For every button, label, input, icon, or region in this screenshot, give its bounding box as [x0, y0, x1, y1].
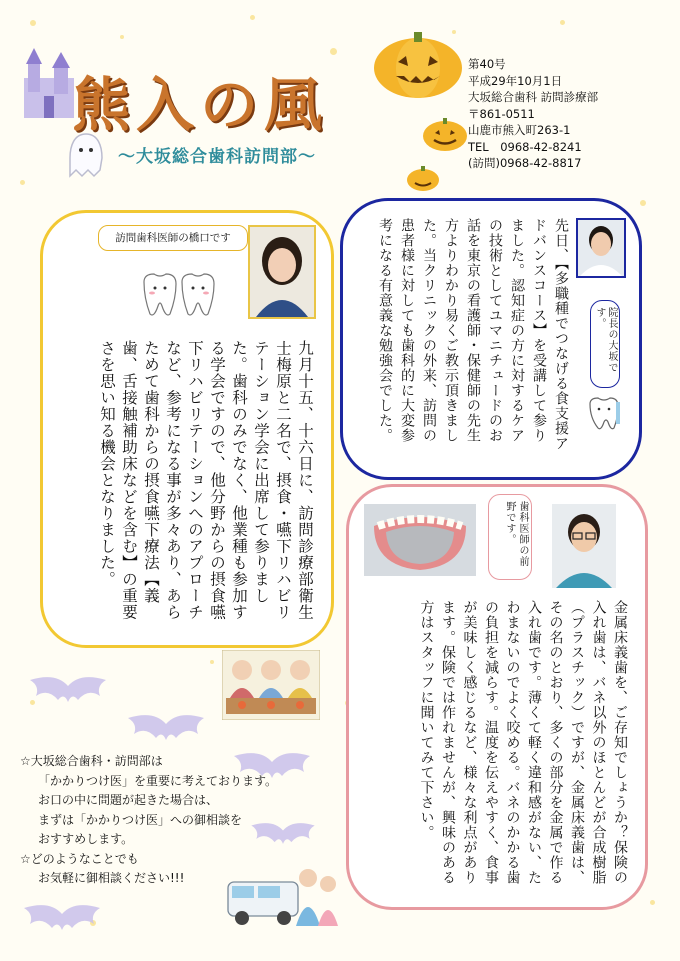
footer-line: 「かかりつけ医」を重要に考えております。 — [38, 773, 278, 788]
footer-line: ☆どのようなことでも — [20, 851, 139, 866]
pumpkin-small-illustration — [406, 164, 440, 192]
clinic-name: 大坂総合歯科 訪問診療部 — [468, 90, 599, 104]
article-left-caption — [98, 225, 248, 251]
bat-illustration — [124, 710, 208, 744]
bat-illustration — [20, 900, 104, 934]
visit-van-illustration — [226, 862, 340, 928]
footer-line: お口の中に問題が起きた場合は、 — [38, 793, 219, 807]
clinic-address: 山鹿市熊入町263-1 — [468, 123, 571, 137]
article-left-caption-text: 訪問歯科医師の橋口です — [115, 232, 231, 244]
issue-info — [468, 56, 668, 172]
clinic-tel-visit: (訪問)0968-42-8817 — [468, 156, 582, 170]
bat-illustration — [26, 672, 110, 706]
tooth-character-illustration — [586, 396, 626, 432]
newsletter-title-text: 熊入の風 — [72, 71, 329, 139]
newsletter-title — [72, 70, 432, 140]
photo-maeno — [552, 504, 616, 588]
article-right-bottom-body: 金属床義歯を、ご存知でしょうか？保険の入れ歯は、バネ以外のほとんどが合成樹脂（プラスチック）ですが、金属床義歯は、その名のとおり、多くの部分を金属で作る入れ歯です。薄くて軽く違和感がない、たわまないのでよく咬める。バネのかかる歯の負担を減らす。温度を伝えやすく、食事が美味しく感じるなど、様々な利点があります。保険では作れませんが、興味のある方はスタッフに聞いてみて下さい。 — [418, 600, 628, 885]
photo-osaka — [576, 218, 626, 278]
footer-line: お気軽に御相談ください!!! — [38, 871, 185, 885]
photo-hashiguchi — [248, 225, 316, 319]
footer-line: おすすめします。 — [38, 832, 134, 846]
article-right-top-body: 先日、【多職種でつなげる食支援アドバンスコース】を受講して参りました。認知症の方に対するケアの技術としてユマニチュードのお話を東京の看護師・保健師の先生方よりわかり易くご教示頂きました。当クリニックの外来、訪問の患者様に対しても歯科的に大変参考になる有意義な勉強会でした。 — [377, 218, 569, 451]
newsletter-subtitle: ～大坂総合歯科訪問部～ — [118, 147, 316, 167]
footer-line: ☆大坂総合歯科・訪問部は — [20, 754, 163, 768]
issue-number: 第40号 — [468, 57, 506, 71]
article-right-bottom-caption — [488, 494, 532, 580]
postal-code: 〒861-0511 — [468, 106, 535, 121]
castle-illustration — [18, 48, 80, 120]
footer-line: まずは「かかりつけ医」への御相談を — [38, 812, 243, 827]
tooth-characters-illustration — [140, 270, 218, 320]
denture-photo — [364, 504, 476, 576]
article-left-body: 九月十五、十六日に、訪問診療部衛生士梅原と二名で、摂食・嚥下リハビリテーション学会に出席して参りました。歯科のみでなく、他業種も参加する学会ですので、他分野からの摂食嚥下リハビリテーションへのアプローチなど、参考になる事が多々あり、あらためて歯科からの摂食嚥下療法【義歯、舌接触補助床などを含む】の重要さを思い知る機会となりました。 — [98, 340, 314, 621]
article-right-top-caption-text: 院長の大坂です。 — [594, 307, 617, 373]
elderly-meal-illustration — [222, 650, 320, 720]
article-right-bottom-caption-text: 歯科医師の前野です。 — [504, 501, 528, 567]
article-right-top-caption — [590, 300, 620, 388]
clinic-tel: TEL 0968-42-8241 — [468, 139, 582, 154]
issue-date: 平成29年10月1日 — [468, 73, 563, 88]
